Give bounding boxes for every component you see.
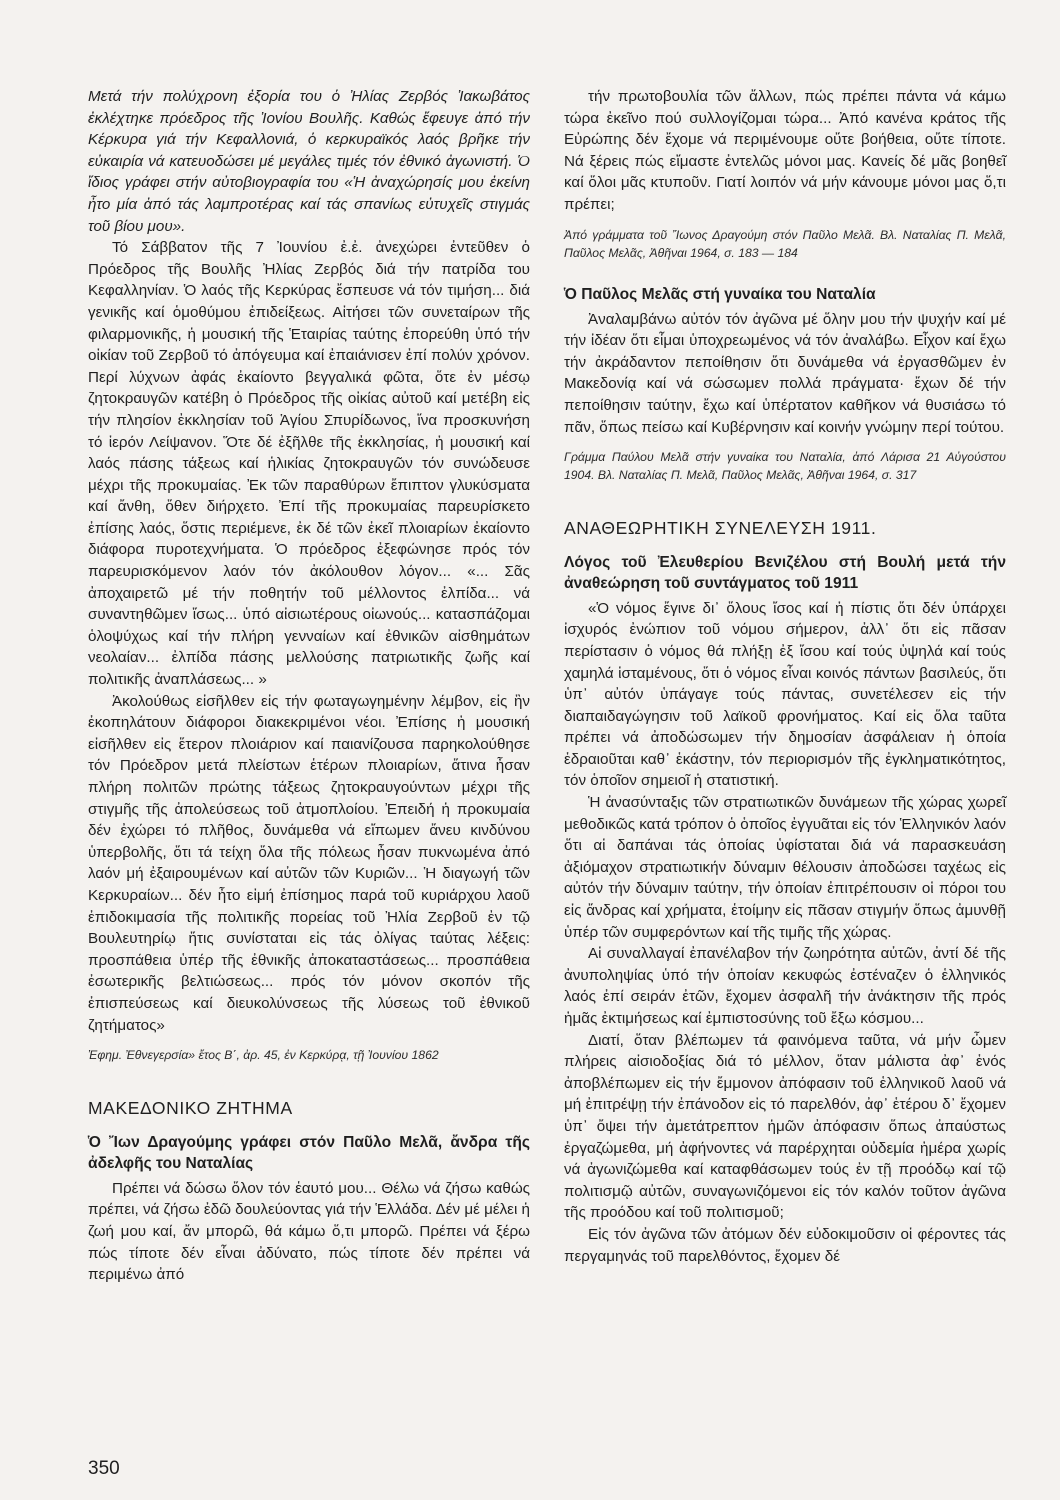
body-paragraph: Αἱ συναλλαγαί ἐπανέλαβον τήν ζωηρότητα αὐτῶν, ἀντί δέ τῆς ἀνυποληψίας ὑπό τήν ὁποίαν κεκυφώς ἐστέναζεν ὁ ἑλληνικός λαός ἐπί σειράν ἐτῶν, ἔχομεν ἀσφαλῆ τήν ἀνάκτησιν τῆς πρός ἡμᾶς ἐκτιμήσεως καί ἐμπιστοσύνης τοῦ ἔξω κόσμου...	[564, 945, 1006, 1027]
subheading: Λόγος τοῦ Ἐλευθερίου Βενιζέλου στή Βουλή μετά τήν ἀναθεώρηση τοῦ συντάγματος τοῦ 1911	[564, 553, 1006, 592]
body-paragraph: Διατί, ὅταν βλέπωμεν τά φαινόμενα ταῦτα, νά μήν ὦμεν πλήρεις αἰσιοδοξίας διά τό μέλλον, ὅταν μάλιστα ἀφ᾽ ἑνός ἀποβλέπωμεν εἰς τήν ἔμμονον ἀπόφασιν τοῦ ἑλληνικοῦ λαοῦ νά μή ἐπιτρέψῃ τήν ἐπάνοδον εἰς τό παρελθόν, ἀφ᾽ ἑτέρου δ᾽ ἔχομεν ὑπ᾽ ὄψει τήν ἀμετάτρεπτον ἡμῶν ἀπόφασιν ὅπως ἀπαύστως ἐργαζώμεθα, μή ἀφήνοντες νά παρέρχηται οὐδεμία ἡμέρα χωρίς νά ἀγωνιζώμεθα καί καταφθάσωμεν τούς ἐν τῇ προόδῳ καί τῷ πολιτισμῷ αὐτῶν, συναγωνιζόμενοι εἰς τόν καλόν τοῦτον ἀγῶνα τῆς προόδου καί τοῦ πολιτισμοῦ;	[564, 1031, 1006, 1222]
body-paragraph: Εἰς τόν ἀγῶνα τῶν ἀτόμων δέν εὐδοκιμοῦσιν οἱ φέροντες τάς περγαμηνάς τοῦ παρελθόντος, ἔχομεν δέ	[564, 1225, 1006, 1265]
source-citation: Ἐφημ. Ἐθνεγερσία» ἔτος Β΄, ἀρ. 45, ἐν Κερκύρᾳ, τῇ Ἰουνίου 1862	[88, 1048, 439, 1063]
body-paragraph: Τό Σάββατον τῆς 7 Ἰουνίου ἐ.ἐ. ἀνεχώρει ἐντεῦθεν ὁ Πρόεδρος τῆς Βουλῆς Ἠλίας Ζερβός διά τήν πατρίδα του Κεφαλληνίαν. Ὁ λαός τῆς Κερκύρας ἔσπευσε νά τόν τιμήση... διά γενικῆς καί ὁμοθύμου ἐπιδείξεως. Αἰτήσει τῶν συνεταίρων τῆς φιλαρμονικῆς, ἡ μουσική τῆς Ἑταιρίας ταύτης ἐπορεύθη ὑπό τήν οἰκίαν τοῦ Ζερβοῦ τό ἀπόγευμα καί ἐπαιάνισεν ἐπί πολύν χρόνον. Περί λύχνων ἀφάς ἐκαίοντο βεγγαλικά φῶτα, ὅτε ἐν μέσῳ ζητοκραυγῶν κατέβη ὁ Πρόεδρος τῆς οἰκίας αὐτοῦ καί μετέβη εἰς τήν πλησίον ἐκκλησίαν τοῦ Ἁγίου Σπυρίδωνος, ἵνα προσκυνήση τό ἱερόν Λείψανον. Ὅτε δέ ἐξῆλθε τῆς ἐκκλησίας, ἡ μουσική καί λαός πάσης τάξεως καί ἡλικίας ζητοκραυγῶν τόν συνώδευσε μέχρι τῆς προκυμαίας. Ἐκ τῶν παραθύρων ἔπιπτον γλυκύσματα καί ἄνθη, ὅθεν διήρχετο. Ἐπί τῆς προκυμαίας παρευρίσκετο ἐπίσης λαός, ὅστις περιέμενε, ἐκ δέ τῶν ἐκεῖ πλοιαρίων ἐκαίοντο διάφορα πυροτεχνήματα. Ὁ πρόεδρος ἐξεφώνησε πρός τόν παρευρισκόμενον λαόν τόν ἀκόλουθον λόγον... «... Σᾶς ἀποχαιρετῶ μέ τήν ποθητήν τοῦ μέλλοντος ἐλπίδα... νά συναντηθῶμεν ἴσως... ὑπό αἰσιωτέρους οἰωνούς... κατασπάζομαι ὁλοψύχως καί τήν πλήρη γενναίων καί ἐθνικῶν αἰσθημάτων νεολαίαν... ἐλπίδα πάσης μελλούσης πατριωτικῆς ζωῆς καί πολιτικῆς ἀναπλάσεως... »	[88, 239, 530, 689]
left-column	[88, 86, 530, 1286]
right-column	[564, 86, 1006, 1267]
subheading: Ὁ Ἴων Δραγούμης γράφει στόν Παῦλο Μελᾶ, ἄνδρα τῆς ἀδελφῆς του Ναταλίας	[88, 1133, 530, 1172]
body-paragraph: τήν πρωτοβουλία τῶν ἄλλων, πώς πρέπει πάντα νά κάμω τώρα ἐκεῖνο πού συλλογίζομαι τώρα... Ἀπό κανένα κράτος τῆς Εὐρώπης δέν ἔχομε νά περιμένουμε οὔτε βοήθεια, οὔτε τίποτε. Νά ξέρεις πώς εἴμαστε ἐντελῶς μόνοι μας. Κανείς δέ μᾶς βοηθεῖ καί ὅλοι μᾶς κτυποῦν. Γιατί λοιπόν νά μήν κάνουμε μόνοι μας ὅ,τι πρέπει;	[564, 88, 1006, 213]
section-title: ΑΝΑΘΕΩΡΗΤΙΚΗ ΣΥΝΕΛΕΥΣΗ 1911.	[564, 518, 877, 539]
source-citation: Ἀπό γράμματα τοῦ Ἴωνος Δραγούμη στόν Παῦλο Μελᾶ. Βλ. Ναταλίας Π. Μελᾶ, Παῦλος Μελᾶς, Ἀθῆναι 1964, σ. 183 — 184	[564, 227, 1006, 260]
body-paragraph: Πρέπει νά δώσω ὅλον τόν ἑαυτό μου... Θέλω νά ζήσω καθώς πρέπει, νά ζήσω ἐδῶ δουλεύοντας γιά τήν Ἑλλάδα. Δέν μέ μέλει ἡ ζωή μου καί, ἄν μπορῶ, θά κάμω ὅ,τι μπορῶ. Πρέπει νά ξέρω πώς τίποτε δέν εἶναι ἀδύνατο, πώς τίποτε δέν πρέπει νά περιμένω ἀπό	[88, 1179, 530, 1284]
body-paragraph: Ἡ ἀνασύνταξις τῶν στρατιωτικῶν δυνάμεων τῆς χώρας χωρεῖ μεθοδικῶς κατά τρόπον ὁ ὁποῖος ἐγγυᾶται εἰς τόν Ἑλληνικόν λαόν ὅτι αἱ δαπάναι τάς ὁποίας ὑφίσταται διά νά παρασκευάση ἀξιόμαχον στρατιωτικήν δύναμιν θέλουσιν ἀποδώσει ταχέως εἰς αὐτόν τήν δύναμιν ταύτην, τήν ὁποίαν ἐπιτρέπουσιν οἱ πόροι του εἰς ἄνδρας καί χρήματα, ἑτοίμην εἰς πᾶσαν στιγμήν ὅπως ἀμυνθῇ ὑπέρ τῶν συμφερόντων καί τῆς τιμῆς τῆς χώρας.	[564, 794, 1006, 941]
intro-paragraph: Μετά τήν πολύχρονη ἐξορία του ὁ Ἠλίας Ζερβός Ἰακωβάτος ἐκλέχτηκε πρόεδρος τῆς Ἰονίου Βουλῆς. Καθώς ἔφευγε ἀπό τήν Κέρκυρα γιά τήν Κεφαλλονιά, ὁ κερκυραϊκός λαός βρῆκε τήν εὐκαιρία νά κατευοδώσει μέ μεγάλες τιμές τόν ἐθνικό ἀγωνιστή. Ὁ ἴδιος γράφει στήν αὐτοβιογραφία του «Ἡ ἀναχώρησίς μου ἐκείνη ἦτο μία ἀπό τάς λαμπροτέρας καί τάς σπανίως εὐτυχεῖς στιγμάς τοῦ βίου μου».	[88, 88, 530, 235]
body-paragraph: Ἀκολούθως εἰσῆλθεν εἰς τήν φωταγωγημένην λέμβον, εἰς ἣν ἐκοπηλάτουν διάφοροι διακεκριμένοι νέοι. Ἐπίσης ἡ μουσική εἰσῆλθεν εἰς ἕτερον πλοιάριον καί παιανίζουσα παρηκολούθησε τόν Πρόεδρον μετά πλείστων ἑτέρων πλοιαρίων, ἅτινα ἦσαν πλήρη πολιτῶν πρώτης τάξεως ζητοκραυγούντων μέχρι τῆς στιγμῆς τῆς ἀπολεύσεως τοῦ ἀτμοπλοίου. Ἐπειδή ἡ προκυμαία δέν ἐχώρει τό πλῆθος, δυνάμεθα νά εἴπωμεν ἄνευ κινδύνου ὑπερβολῆς, ὅτι τά τείχη ὅλα τῆς πόλεως ἦσαν πυκνωμένα ἀπό λαόν μή ἐξαιρουμένων καί αὐτῶν τῶν Κυριῶν... Ἡ διαγωγή τῶν Κερκυραίων... δέν ἦτο εἰμή ἐπίσημος παρά τοῦ κυριάρχου λαοῦ ἐπιδοκιμασία τῆς πολιτικῆς πορείας τοῦ Ἠλία Ζερβοῦ ἐν τῷ Βουλευτηρίῳ ἥτις συνίσταται εἰς τάς ὀλίγας ταύτας λέξεις: προσπάθεια ὑπέρ τῆς ἐθνικῆς ἀποκαταστάσεως... προσπάθεια ἐσωτερικῆς βελτιώσεως... πρός τόν μόνον σκοπόν τῆς ἐπισπεύσεως καί διευκολύνσεως τῆς λύσεως τοῦ ἐθνικοῦ ζητήματος»	[88, 692, 530, 1034]
source-citation: Γράμμα Παύλου Μελᾶ στήν γυναίκα του Ναταλία, ἀπό Λάρισα 21 Αὐγούστου 1904. Βλ. Ναταλίας Π. Μελᾶ, Παῦλος Μελᾶς, Ἀθῆναι 1964, σ. 317	[564, 450, 1006, 483]
page-number: 350	[88, 1458, 120, 1479]
body-paragraph: Ἀναλαμβάνω αὐτόν τόν ἀγῶνα μέ ὅλην μου τήν ψυχήν καί μέ τήν ἰδέαν ὅτι εἶμαι ὑποχρεωμένος νά τόν ἀναλάβω. Εἶχον καί ἔχω τήν ἀκράδαντον πεποίθησιν ὅτι δυνάμεθα νά ἐργασθῶμεν ἐν Μακεδονίᾳ καί νά σώσωμεν πολλά πράγματα· ἔχων δέ τήν πεποίθησιν ταύτην, ἔχω καί ὑπέρτατον καθῆκον νά θυσιάσω τό πᾶν, ὅπως πείσω καί Κυβέρνησιν καί κοινήν γνώμην περί τούτου.	[564, 310, 1006, 436]
subheading: Ὁ Παῦλος Μελᾶς στή γυναίκα του Ναταλία	[564, 285, 876, 303]
body-paragraph: «Ὁ νόμος ἔγινε δι᾽ ὅλους ἴσος καί ἡ πίστις ὅτι δέν ὑπάρχει ἰσχυρός ἐνώπιον τοῦ νόμου σήμερον, ἀλλ᾽ ὅτι εἰς πᾶσαν περίστασιν ὁ νόμος θά πλήξῃ ἐξ ἴσου καί τούς ὑψηλά καί τούς χαμηλά ἱσταμένους, ὅτι ὁ νόμος εἶναι κοινός πάντων βασιλεύς, ὅτι ὑπ᾽ αὐτόν ὑπάγαγε τούς πάντας, συνετέλεσεν εἰς τήν διαπαιδαγώγησιν τοῦ λαϊκοῦ φρονήματος. Καί εἰς ὅλα ταῦτα πρέπει νά ἀποδώσωμεν τήν δημοσίαν ἀσφάλειαν ἡ ὁποία ἑδραιοῦται καθ᾽ ἑκάστην, τόν περιορισμόν τῆς ἐγκληματικότητος, τόν ὁποῖον σημειοῖ ἡ στατιστική.	[564, 599, 1006, 790]
section-title: ΜΑΚΕΔΟΝΙΚΟ ΖΗΤΗΜΑ	[88, 1098, 293, 1119]
